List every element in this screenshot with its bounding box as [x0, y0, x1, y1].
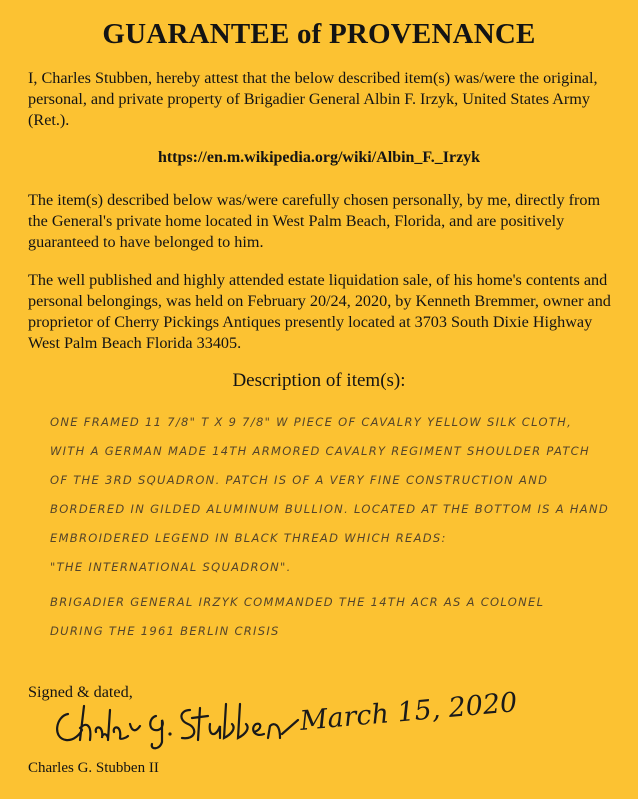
- description-heading: Description of item(s):: [232, 370, 406, 391]
- printed-name: Charles G. Stubben II: [28, 760, 159, 776]
- page-title: GUARANTEE of PROVENANCE: [102, 18, 536, 50]
- description-line: WITH A GERMAN MADE 14TH ARMORED CAVALRY REGIMENT SHOULDER PATCH: [50, 444, 590, 458]
- handwritten-signature: [50, 694, 300, 752]
- reference-url: https://en.m.wikipedia.org/wiki/Albin_F._Irzyk: [157, 149, 481, 166]
- sale-paragraph: The well published and highly attended estate liquidation sale, of his home's contents and personal belongings, was held on February 20/24, 2020, by Kenneth Bremmer, owner and proprietor of Cherry Pickings Antiques presently located at 3703 South Dixie Highway West Palm Beach Florida 33405.: [28, 271, 611, 352]
- description-line: EMBROIDERED LEGEND IN BLACK THREAD WHICH READS:: [50, 531, 447, 545]
- attestation-paragraph: I, Charles Stubben, hereby attest that the below described item(s) was/were the original, personal, and private property of Brigadier General Albin F. Irzyk, United States Army (Ret.).: [28, 69, 598, 129]
- description-line: ONE FRAMED 11 7/8" T X 9 7/8" W PIECE OF CAVALRY YELLOW SILK CLOTH,: [50, 415, 573, 429]
- handwritten-description: [50, 408, 610, 646]
- description-line: BRIGADIER GENERAL IRZYK COMMANDED THE 14TH ACR AS A COLONEL: [50, 595, 545, 609]
- signed-label: Signed & dated,: [28, 683, 133, 701]
- description-line: BORDERED IN GILDED ALUMINUM BULLION. LOCATED AT THE BOTTOM IS A HAND: [50, 502, 610, 516]
- selection-paragraph: The item(s) described below was/were carefully chosen personally, by me, directly from the General's private home located in West Palm Beach, Florida, and are positively guaranteed to have belonged to him.: [28, 191, 601, 251]
- signature-date: March 15, 2020: [298, 687, 519, 737]
- description-line: DURING THE 1961 BERLIN CRISIS: [50, 624, 280, 638]
- description-line: "THE INTERNATIONAL SQUADRON".: [50, 560, 292, 574]
- description-line: OF THE 3RD SQUADRON. PATCH IS OF A VERY FINE CONSTRUCTION AND: [50, 473, 549, 487]
